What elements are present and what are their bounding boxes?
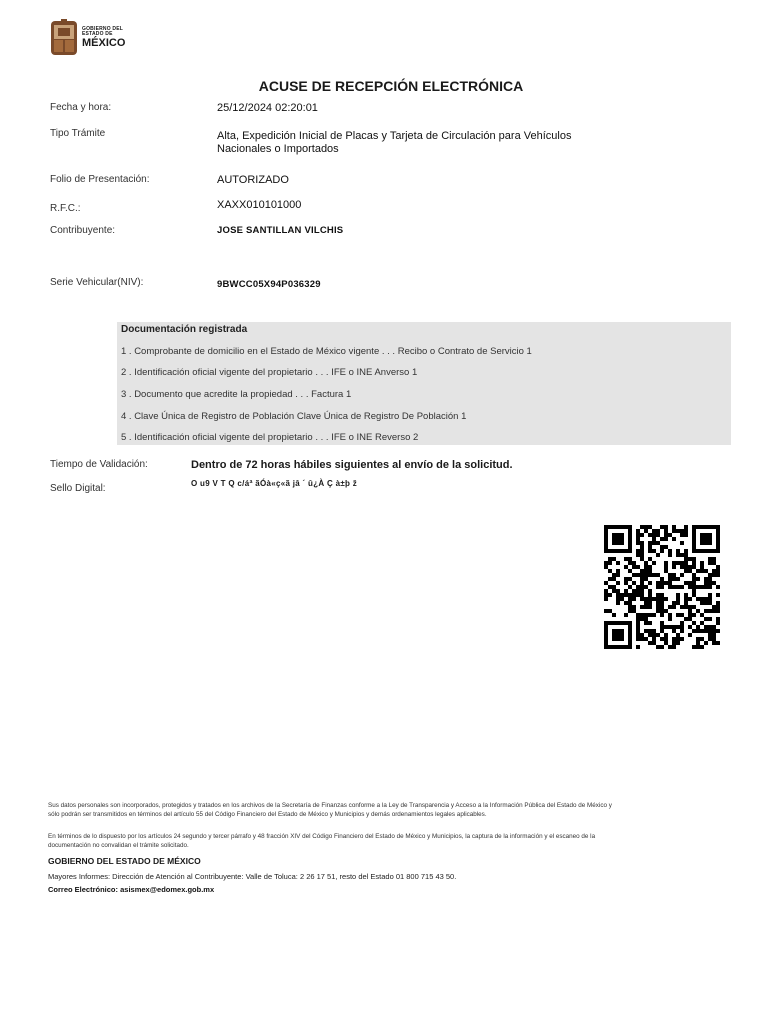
rfc-value: XAXX010101000	[217, 199, 302, 211]
fecha-label: Fecha y hora:	[50, 102, 112, 113]
footer-contact-info: Mayores Informes: Dirección de Atención al Contribuyente: Valle de Toluca: 2 26 17 51, resto del Estado 01 800 715 43 50.	[48, 872, 457, 881]
fecha-value: 25/12/2024 02:20:01	[217, 102, 318, 114]
documents-box	[117, 322, 731, 445]
serie-label: Serie Vehicular(NIV):	[50, 277, 144, 288]
footer-organization: GOBIERNO DEL ESTADO DE MÉXICO	[48, 856, 201, 866]
contribuyente-label: Contribuyente:	[50, 225, 116, 236]
document-item: 5 . Identificación oficial vigente del propietario . . . IFE o INE Reverso 2	[121, 432, 419, 443]
legal-line-2: documentación no convalidan el trámite solicitado.	[48, 842, 189, 849]
documents-title: Documentación registrada	[121, 324, 248, 335]
privacy-line-1: Sus datos personales son incorporados, protegidos y tratados en los archivos de la Secretaría de Finanzas conforme a la Ley de Transparencia y Acceso a la Información Pública del Estado de México y	[48, 802, 612, 809]
tramite-value-line-2: Nacionales o Importados	[217, 143, 339, 155]
tiempo-value: Dentro de 72 horas hábiles siguientes al envío de la solicitud.	[191, 459, 513, 471]
sello-label: Sello Digital:	[50, 483, 106, 494]
logo-line-3: MÉXICO	[82, 37, 126, 49]
legal-line-1: En términos de lo dispuesto por los artículos 24 segundo y tercer párrafo y 48 fracción XIV del Código Financiero del Estado de México y Municipios, la captura de la información y el escaneo de la	[48, 833, 596, 840]
qr-code-icon	[604, 525, 720, 649]
sello-value: O u9 V T Q c/áª ãÓà«ç«ã jâ ´ û¿À Ç à±þ ž	[191, 479, 358, 488]
document-item: 4 . Clave Única de Registro de Población Clave Única de Registro De Población 1	[121, 411, 467, 422]
tramite-label: Tipo Trámite	[50, 128, 106, 139]
logo-text	[82, 27, 125, 49]
coat-of-arms-icon	[50, 19, 78, 57]
page-title: ACUSE DE RECEPCIÓN ELECTRÓNICA	[258, 78, 524, 94]
tramite-value-line-1: Alta, Expedición Inicial de Placas y Tarjeta de Circulación para Vehículos	[217, 130, 572, 142]
tiempo-label: Tiempo de Validación:	[50, 459, 148, 470]
document-item: 2 . Identificación oficial vigente del propietario . . . IFE o INE Anverso 1	[121, 367, 418, 378]
footer-email: Correo Electrónico: asismex@edomex.gob.mx	[48, 885, 215, 894]
folio-label: Folio de Presentación:	[50, 174, 150, 185]
rfc-label: R.F.C.:	[50, 203, 81, 214]
document-item: 1 . Comprobante de domicilio en el Estado de México vigente . . . Recibo o Contrato de Servicio 1	[121, 346, 532, 357]
logo-line-2: ESTADO DE	[82, 31, 113, 37]
serie-value: 9BWCC05X94P036329	[217, 279, 321, 290]
government-logo	[50, 18, 130, 58]
logo-line-1: GOBIERNO DEL	[82, 26, 124, 32]
privacy-line-2: sólo podrán ser transmitidos en términos del artículo 55 del Código Financiero del Estado de México y Municipios y demás ordenamientos legales aplicables.	[48, 811, 487, 818]
folio-value: AUTORIZADO	[217, 174, 289, 186]
document-item: 3 . Documento que acredite la propiedad . . . Factura 1	[121, 389, 352, 400]
contribuyente-value: JOSE SANTILLAN VILCHIS	[217, 225, 344, 236]
